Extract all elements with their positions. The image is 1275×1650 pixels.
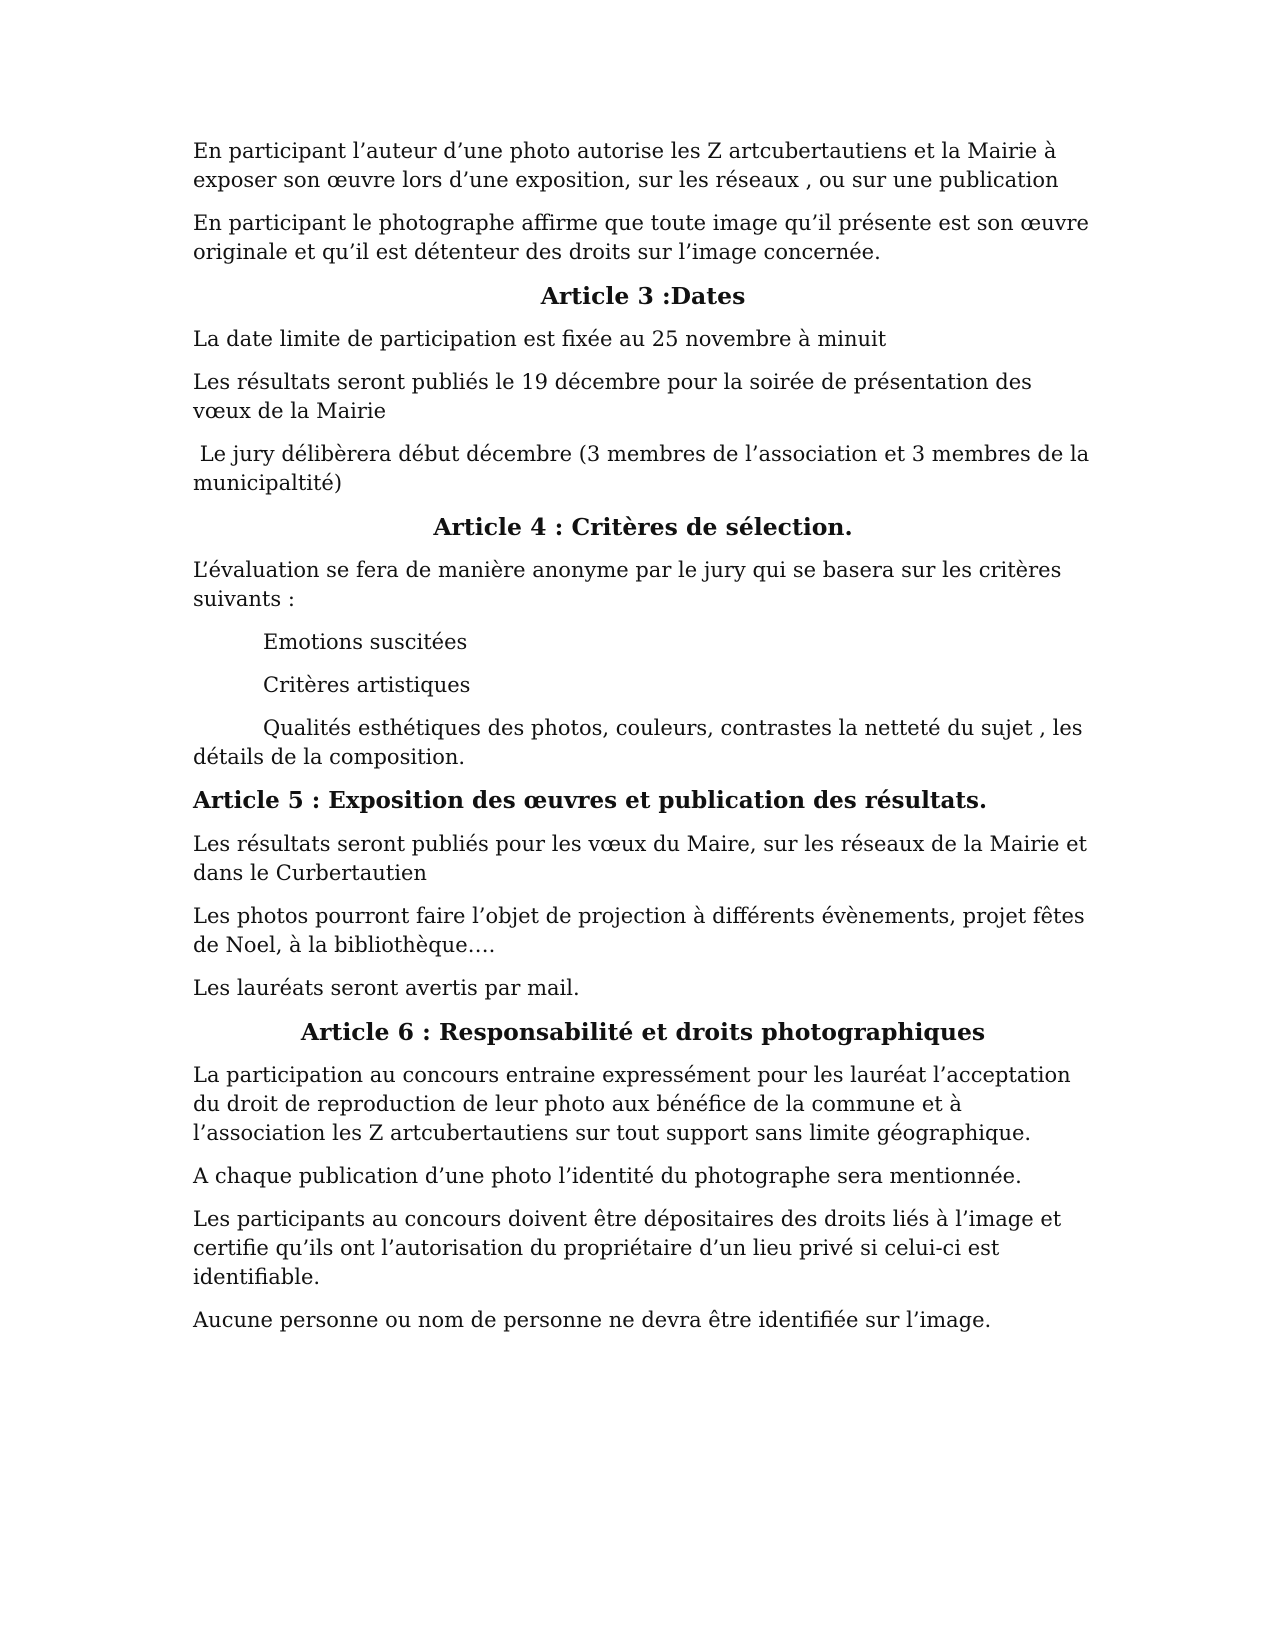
article-5-heading: Article 5 : Exposition des œuvres et publication des résultats.: [193, 787, 988, 814]
article-6-paragraph: Les participants au concours doivent être dépositaires des droits liés à l’image et certifie qu’ils ont l’autorisation du propriétaire d’un lieu privé si celui-ci est identifiable.: [193, 1207, 1062, 1289]
intro-paragraph: En participant l’auteur d’une photo autorise les Z artcubertautiens et la Mairie à exposer son œuvre lors d’une exposition, sur les réseaux , ou sur une publication: [193, 139, 1059, 192]
criterion-item: Qualités esthétiques des photos, couleurs, contrastes la netteté du sujet , les détails de la composition.: [193, 716, 1083, 769]
article-6-paragraph: La participation au concours entraine expressément pour les lauréat l’acceptation du droit de reproduction de leur photo aux bénéfice de la commune et à l’association les Z artcubertautiens sur tout support sans limite géographique.: [193, 1063, 1071, 1145]
article-5-paragraph: Les photos pourront faire l’objet de projection à différents évènements, projet fêtes de Noel, à la bibliothèque….: [193, 904, 1085, 957]
article-3-paragraph: Les résultats seront publiés le 19 décembre pour la soirée de présentation des vœux de la Mairie: [193, 370, 1032, 423]
criterion-item: Critères artistiques: [263, 673, 471, 697]
article-3-paragraph: Le jury délibèrera début décembre (3 membres de l’association et 3 membres de la municipaltité): [193, 442, 1096, 495]
article-6-heading: Article 6 : Responsabilité et droits photographiques: [300, 1018, 986, 1046]
article-4-paragraph: L’évaluation se fera de manière anonyme par le jury qui se basera sur les critères suivants :: [193, 558, 1062, 611]
criterion-item: Emotions suscitées: [263, 630, 468, 654]
article-4-heading: Article 4 : Critères de sélection.: [433, 513, 853, 541]
article-3-paragraph: La date limite de participation est fixée au 25 novembre à minuit: [193, 327, 887, 351]
article-3-heading: Article 3 :Dates: [540, 282, 746, 310]
article-6-paragraph: A chaque publication d’une photo l’identité du photographe sera mentionnée.: [193, 1164, 1022, 1188]
document-body: [193, 137, 1096, 1349]
article-6-paragraph: Aucune personne ou nom de personne ne devra être identifiée sur l’image.: [193, 1308, 992, 1332]
article-5-paragraph: Les lauréats seront avertis par mail.: [193, 976, 580, 1000]
intro-paragraph: En participant le photographe affirme que toute image qu’il présente est son œuvre originale et qu’il est détenteur des droits sur l’image concernée.: [193, 211, 1089, 264]
article-5-paragraph: Les résultats seront publiés pour les vœux du Maire, sur les réseaux de la Mairie et dans le Curbertautien: [193, 832, 1087, 885]
